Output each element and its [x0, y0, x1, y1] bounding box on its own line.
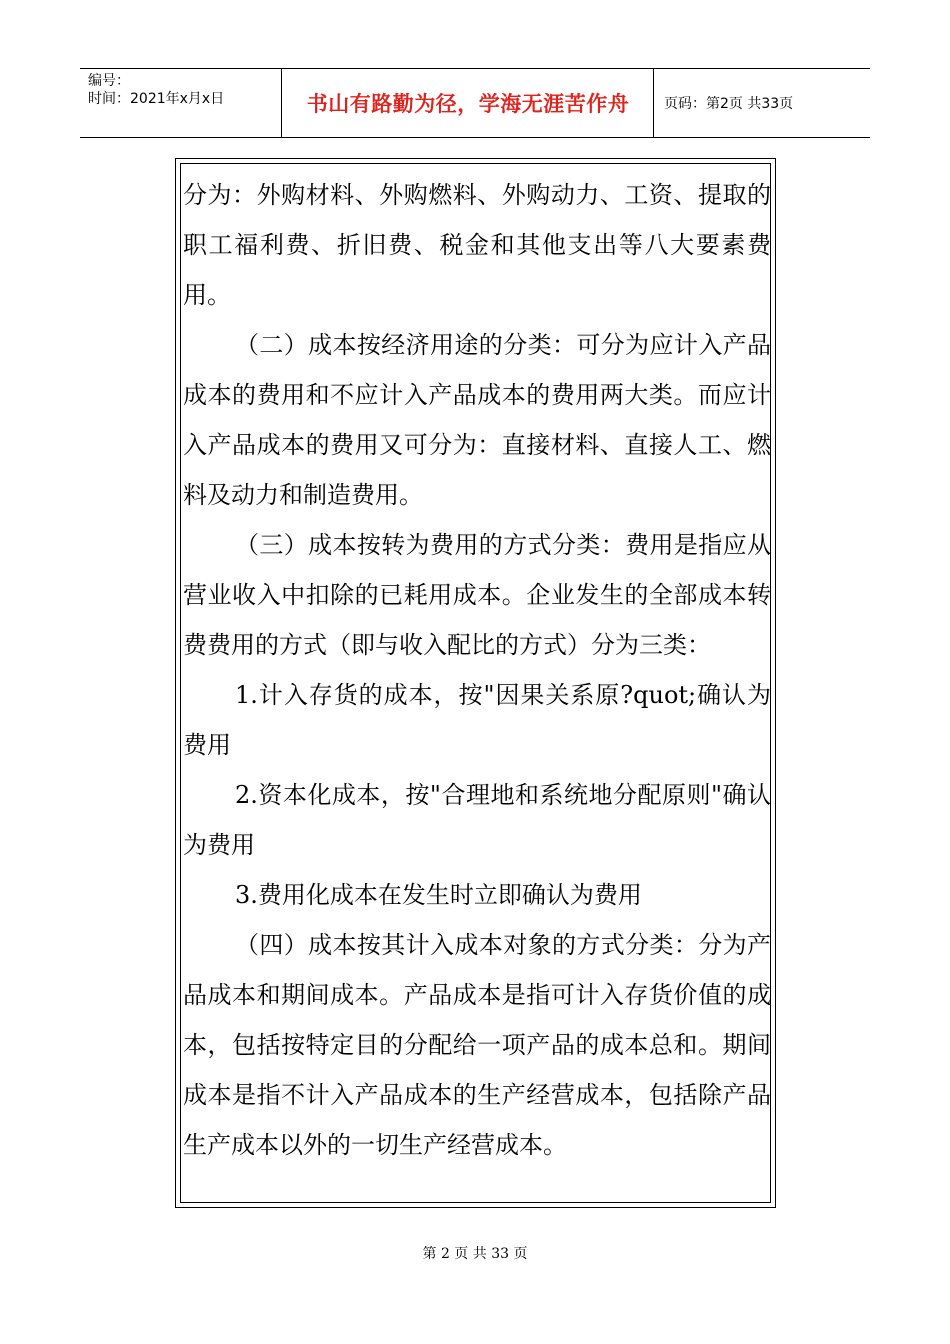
page-header [80, 68, 870, 138]
header-page-info: 页码：第2页 共33页 [664, 96, 794, 112]
list-item: 2.资本化成本，按"合理地和系统地分配原则"确认为费用 [183, 781, 771, 859]
header-meta [80, 69, 282, 137]
list-item: 3.费用化成本在发生时立即确认为费用 [235, 881, 642, 909]
paragraph: 分为：外购材料、外购燃料、外购动力、工资、提取的职工福利费、折旧费、税金和其他支出等八大要素费用。 [183, 181, 771, 309]
content-frame [175, 158, 776, 1208]
list-item: 1.计入存货的成本，按"因果关系原?quot;确认为费用 [183, 681, 771, 759]
paragraph: （三）成本按转为费用的方式分类：费用是指应从营业收入中扣除的已耗用成本。企业发生的全部成本转费费用的方式（即与收入配比的方式）分为三类： [183, 531, 771, 659]
page-footer: 第 2 页 共 33 页 [422, 1246, 528, 1262]
document-number-label: 编号： [88, 73, 130, 89]
header-motto: 书山有路勤为径，学海无涯苦作舟 [283, 69, 654, 137]
document-date: 时间：2021年x月x日 [88, 91, 225, 107]
document-body [183, 170, 771, 1170]
content-frame-inner [180, 163, 771, 1203]
paragraph: （四）成本按其计入成本对象的方式分类：分为产品成本和期间成本。产品成本是指可计入存货价值的成本，包括按特定目的分配给一项产品的成本总和。期间成本是指不计入产品成本的生产经营成本，包括除产品生产成本以外的一切生产经营成本。 [183, 931, 771, 1159]
paragraph: （二）成本按经济用途的分类：可分为应计入产品成本的费用和不应计入产品成本的费用两大类。而应计入产品成本的费用又可分为：直接材料、直接人工、燃料及动力和制造费用。 [183, 331, 771, 509]
